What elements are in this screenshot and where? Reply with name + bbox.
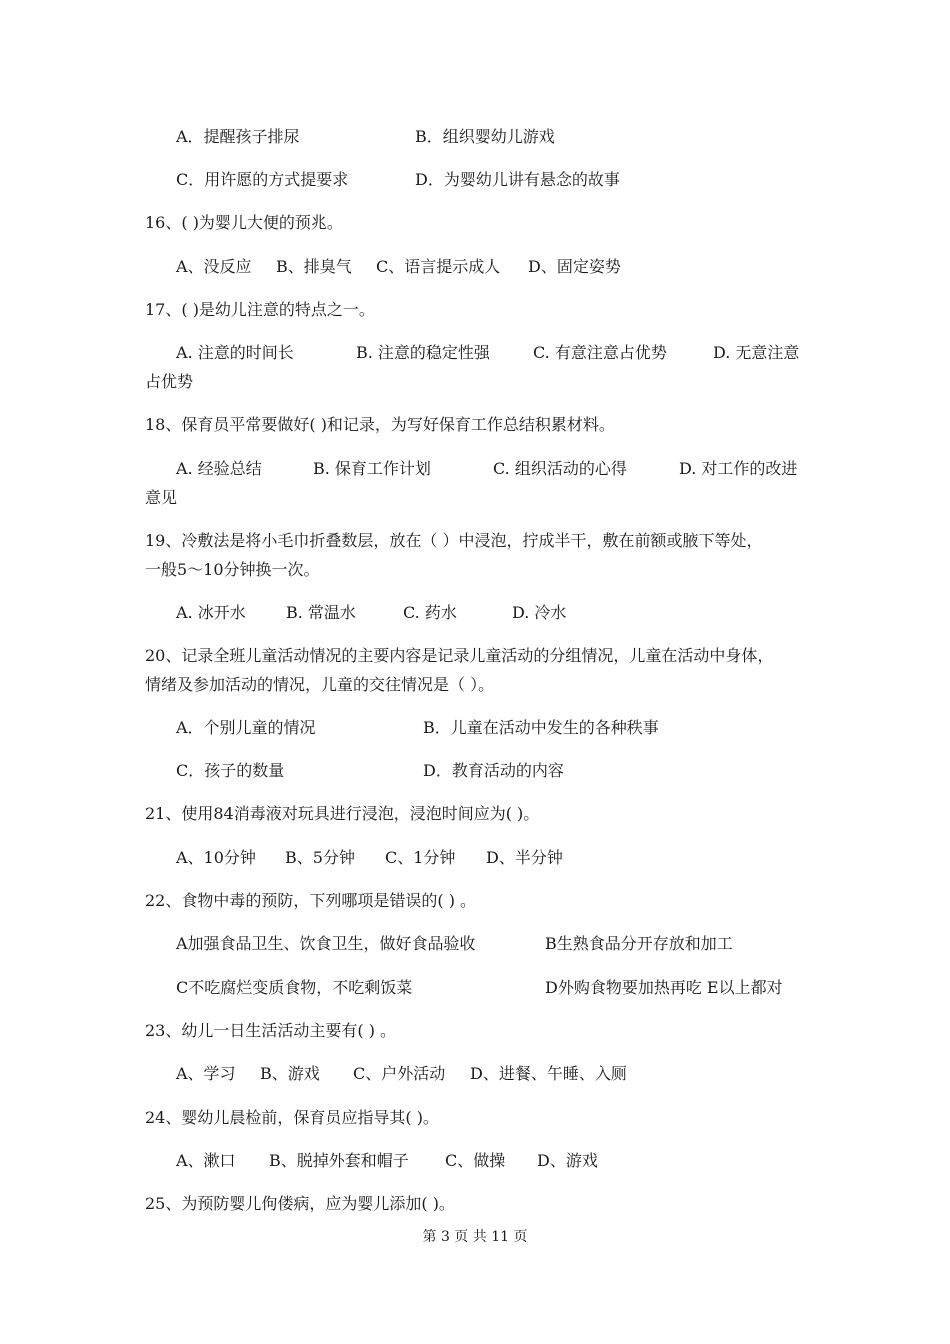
q19-option-a: A. 冰开水 — [176, 603, 246, 622]
q18-option-d: D. 对工作的改进 — [679, 459, 798, 478]
q20-option-c: C．孩子的数量 — [176, 761, 285, 780]
q22-option-b: B生熟食品分开存放和加工 — [545, 934, 733, 953]
q23-option-a: A、学习 — [176, 1064, 236, 1083]
q18-options-continuation: 意见 — [145, 488, 178, 507]
q21-option-d: D、半分钟 — [486, 848, 563, 867]
q16-option-c: C、语言提示成人 — [376, 257, 501, 276]
q22-option-c: C不吃腐烂变质食物，不吃剩饭菜 — [176, 978, 413, 997]
q24-stem: 24、婴幼儿晨检前，保育员应指导其( )。 — [145, 1108, 439, 1127]
q23-option-c: C、户外活动 — [353, 1064, 446, 1083]
q19-option-b: B. 常温水 — [286, 603, 356, 622]
q17-option-b: B. 注意的稳定性强 — [356, 343, 490, 362]
q24-option-c: C、做操 — [445, 1151, 506, 1170]
q25-stem: 25、为预防婴儿佝偻病，应为婴儿添加( )。 — [145, 1194, 455, 1213]
q22-option-d: D外购食物要加热再吃 E以上都对 — [545, 978, 783, 997]
q24-option-a: A、漱口 — [176, 1151, 236, 1170]
q17-option-c: C. 有意注意占优势 — [533, 343, 667, 362]
q16-option-a: A、没反应 — [176, 257, 252, 276]
q15-option-b: B．组织婴幼儿游戏 — [415, 127, 555, 146]
q21-option-a: A、10分钟 — [176, 848, 256, 867]
q17-option-d: D. 无意注意 — [713, 343, 800, 362]
q19-option-c: C. 药水 — [403, 603, 457, 622]
q23-option-d: D、进餐、午睡、入厕 — [470, 1064, 627, 1083]
q22-option-a: A加强食品卫生、饮食卫生，做好食品验收 — [176, 934, 476, 953]
q16-option-d: D、固定姿势 — [528, 257, 621, 276]
q21-option-b: B、5分钟 — [285, 848, 355, 867]
q18-option-a: A. 经验总结 — [176, 459, 262, 478]
q16-stem: 16、( )为婴儿大便的预兆。 — [145, 213, 343, 232]
q20-option-b: B．儿童在活动中发生的各种秩事 — [423, 718, 659, 737]
q19-stem-line-2: 一般5～10分钟换一次。 — [145, 560, 320, 579]
q19-stem-line-1: 19、冷敷法是将小毛巾折叠数层，放在（ ）中浸泡，拧成半干，敷在前额或腋下等处， — [145, 531, 763, 550]
q23-stem: 23、幼儿一日生活活动主要有( ) 。 — [145, 1021, 397, 1040]
q16-option-b: B、排臭气 — [276, 257, 352, 276]
q23-option-b: B、游戏 — [260, 1064, 320, 1083]
q18-option-c: C. 组织活动的心得 — [493, 459, 627, 478]
q15-option-d: D．为婴幼儿讲有悬念的故事 — [415, 170, 620, 189]
q17-options-continuation: 占优势 — [145, 372, 194, 391]
q19-option-d: D. 冷水 — [512, 603, 567, 622]
q22-stem: 22、食物中毒的预防，下列哪项是错误的( ) 。 — [145, 891, 477, 910]
page-footer: 第 3 页 共 11 页 — [422, 1229, 528, 1245]
q21-option-c: C、1分钟 — [385, 848, 456, 867]
q20-option-a: A．个别儿童的情况 — [176, 718, 316, 737]
q15-option-c: C．用许愿的方式提要求 — [176, 170, 349, 189]
q20-option-d: D．教育活动的内容 — [423, 761, 564, 780]
q20-stem-line-2: 情绪及参加活动的情况，儿童的交往情况是（ ）。 — [145, 675, 495, 694]
q18-stem: 18、保育员平常要做好( )和记录，为写好保育工作总结积累材料。 — [145, 415, 615, 434]
q17-option-a: A. 注意的时间长 — [176, 343, 294, 362]
q17-stem: 17、( )是幼儿注意的特点之一。 — [145, 300, 375, 319]
q15-option-a: A．提醒孩子排尿 — [176, 127, 300, 146]
q20-stem-line-1: 20、记录全班儿童活动情况的主要内容是记录儿童活动的分组情况，儿童在活动中身体， — [145, 646, 774, 665]
q24-option-d: D、游戏 — [537, 1151, 598, 1170]
q18-option-b: B. 保育工作计划 — [313, 459, 431, 478]
q21-stem: 21、使用84消毒液对玩具进行浸泡，浸泡时间应为( )。 — [145, 804, 540, 823]
q24-option-b: B、脱掉外套和帽子 — [269, 1151, 409, 1170]
